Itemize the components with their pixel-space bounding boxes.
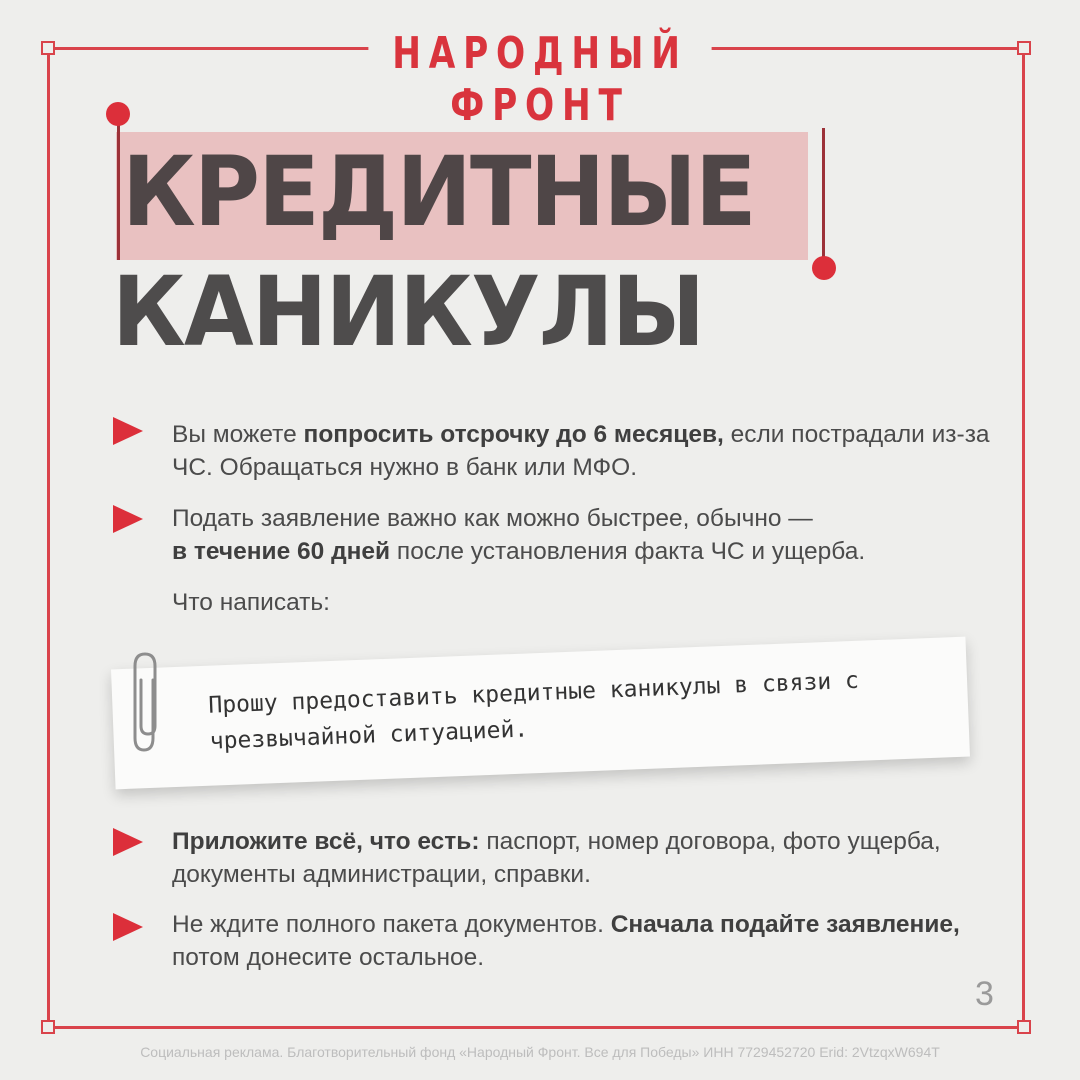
bullet-2-bold: в течение 60 дней bbox=[172, 538, 391, 565]
paperclip-icon bbox=[127, 646, 163, 756]
bullet-3 bbox=[172, 825, 1012, 891]
frame-corner-bl bbox=[41, 1020, 55, 1034]
frame-right-line bbox=[1022, 50, 1025, 1028]
highlight-left-marker-dot bbox=[106, 102, 130, 126]
page-title-line1: КРЕДИТНЫЕ bbox=[122, 136, 755, 248]
brand-logo: НАРОДНЫЙ ФРОНТ bbox=[368, 28, 711, 132]
frame-corner-br bbox=[1017, 1020, 1031, 1034]
bullet-triangle-icon bbox=[113, 505, 143, 533]
bullet-2-text: Подать заявление важно как можно быстрее, обычно — bbox=[172, 505, 813, 532]
bullet-4 bbox=[172, 908, 1012, 974]
page-number: 3 bbox=[975, 975, 994, 1013]
bullet-4-text: Не ждите полного пакета документов. bbox=[172, 911, 611, 938]
bullet-1-bold: попросить отсрочку до 6 месяцев, bbox=[303, 421, 724, 448]
bullet-4-bold: Сначала подайте заявление, bbox=[610, 911, 960, 938]
sample-request-note bbox=[111, 637, 970, 790]
bullet-2 bbox=[172, 502, 1012, 568]
what-to-write-label: Что написать: bbox=[172, 589, 330, 616]
highlight-right-marker-line bbox=[822, 128, 825, 268]
frame-corner-tr bbox=[1017, 41, 1031, 55]
bullet-triangle-icon bbox=[113, 913, 143, 941]
bullet-triangle-icon bbox=[113, 828, 143, 856]
page-title-line2: КАНИКУЛЫ bbox=[112, 256, 704, 368]
bullet-2-text-end: после установления факта ЧС и ущерба. bbox=[390, 538, 866, 565]
frame-corner-tl bbox=[41, 41, 55, 55]
bullet-1-text: Вы можете bbox=[172, 421, 304, 448]
frame-bottom-line bbox=[50, 1026, 1030, 1029]
bullet-4-text-end: потом донесите остальное. bbox=[172, 944, 485, 971]
sample-request-text: Прошу предоставить кредитные каникулы в связи с чрезвычайной ситуацией. bbox=[207, 667, 860, 755]
bullet-3-text: паспорт, номер договора, фото ущерба, документы администрации, справки. bbox=[172, 828, 941, 888]
bullet-3-bold: Приложите всё, что есть: bbox=[172, 828, 480, 855]
ad-disclaimer-footer: Социальная реклама. Благотворительный фонд «Народный Фронт. Все для Победы» ИНН 7729452720 Erid: 2VtzqxW694T bbox=[140, 1044, 940, 1060]
frame-left-line bbox=[47, 50, 50, 1028]
bullet-1 bbox=[172, 418, 1012, 484]
highlight-left-marker-line bbox=[117, 114, 120, 260]
bullet-triangle-icon bbox=[113, 417, 143, 445]
highlight-right-marker-dot bbox=[812, 256, 836, 280]
bullet-1-text-end: если пострадали из-за ЧС. Обращаться нужно в банк или МФО. bbox=[172, 421, 990, 481]
